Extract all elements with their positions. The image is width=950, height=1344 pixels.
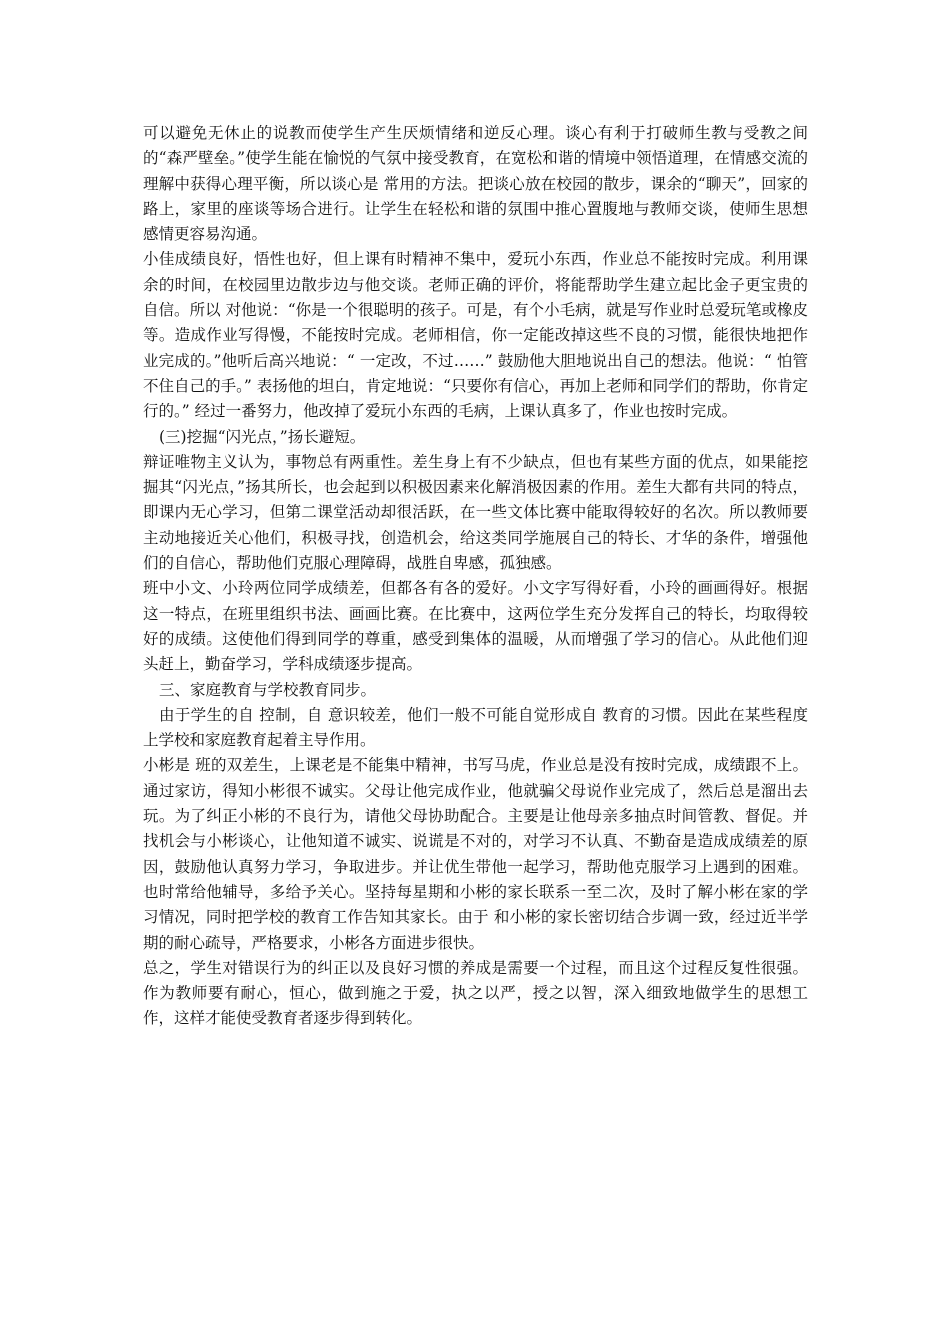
section-heading-family-school: 三、家庭教育与学校教育同步。: [159, 680, 377, 699]
paragraph-xiaojia-case: 小佳成绩良好，悟性也好，但上课有时精神不集中，爱玩小东西，作业总不能按时完成。利用课余的时间，在校园里边散步边与他交谈。老师正确的评价，将能帮助学生建立起比金子更宝贵的自信。所以 对他说：“你是一个很聪明的孩子。可是，有个小毛病，就是写作业时总爱玩笔或橡皮等。造成作业写得慢，不能按时完成。老师相信，你一定能改掉这些不良的习惯，能很快地把作业完成的。”他听后高兴地说：“ 一定改，不过……” 鼓励他大胆地说出自己的想法。他说：“ 怕管不住自己的手。” 表扬他的坦白，肯定地说：“只要你有信心，再加上老师和同学们的帮助，你肯定行的。” 经过一番努力，他改掉了爱玩小东西的毛病，上课认真多了，作业也按时完成。: [143, 250, 808, 421]
paragraph-talk-benefits: 可以避免无休止的说教而使学生产生厌烦情绪和逆反心理。谈心有利于打破师生教与受教之间的“森严壁垒。”使学生能在愉悦的气氛中接受教育，在宽松和谐的情境中领悟道理，在情感交流的理解中获得心理平衡，所以谈心是 常用的方法。把谈心放在校园的散步，课余的“聊天”，回家的路上，家里的座谈等场合进行。让学生在轻松和谐的氛围中推心置腹地与教师交谈，使师生思想感情更容易沟通。: [143, 124, 808, 244]
document-body: [143, 121, 808, 1032]
section-heading-shining-points: (三)挖掘“闪光点，”扬长避短。: [159, 427, 366, 446]
paragraph-xiaowen-xiaoling-case: 班中小文、小玲两位同学成绩差，但都各有各的爱好。小文字写得好看，小玲的画画得好。根据这一特点，在班里组织书法、画画比赛。在比赛中，这两位学生充分发挥自己的特长，均取得较好的成绩。这使他们得到同学的尊重，感受到集体的温暖，从而增强了学习的信心。从此他们迎头赶上，勤奋学习，学科成绩逐步提高。: [143, 579, 808, 674]
paragraph-conclusion: 总之，学生对错误行为的纠正以及良好习惯的养成是需要一个过程，而且这个过程反复性很强。作为教师要有耐心，恒心，做到施之于爱，执之以严，授之以智，深入细致地做学生的思想工作，这样才能使受教育者逐步得到转化。: [143, 958, 808, 1028]
paragraph-self-control: 由于学生的自 控制，自 意识较差，他们一般不可能自觉形成自 教育的习惯。因此在某些程度上学校和家庭教育起着主导作用。: [143, 705, 808, 750]
paragraph-xiaobin-case: 小彬是 班的双差生，上课老是不能集中精神，书写马虎，作业总是没有按时完成，成绩跟不上。通过家访，得知小彬很不诚实。父母让他完成作业，他就骗父母说作业完成了，然后总是溜出去玩。为了纠正小彬的不良行为，请他父母协助配合。主要是让他母亲多抽点时间管教、督促。并找机会与小彬谈心，让他知道不诚实、说谎是不对的，对学习不认真、不勤奋是造成成绩差的原因，鼓励他认真努力学习，争取进步。并让优生带他一起学习，帮助他克服学习上遇到的困难。也时常给他辅导，多给予关心。坚持每星期和小彬的家长联系一至二次，及时了解小彬在家的学习情况，同时把学校的教育工作告知其家长。由于 和小彬的家长密切结合步调一致，经过近半学期的耐心疏导，严格要求，小彬各方面进步很快。: [143, 756, 808, 952]
paragraph-dialectical-materialism: 辩证唯物主义认为，事物总有两重性。差生身上有不少缺点，但也有某些方面的优点，如果能挖掘其“闪光点，”扬其所长，也会起到以积极因素来化解消极因素的作用。差生大都有共同的特点，即课内无心学习，但第二课堂活动却很活跃，在一些文体比赛中能取得较好的名次。所以教师要主动地接近关心他们，积极寻找，创造机会，给这类同学施展自己的特长、才华的条件，增强他们的自信心，帮助他们克服心理障碍，战胜自卑感，孤独感。: [143, 452, 808, 573]
